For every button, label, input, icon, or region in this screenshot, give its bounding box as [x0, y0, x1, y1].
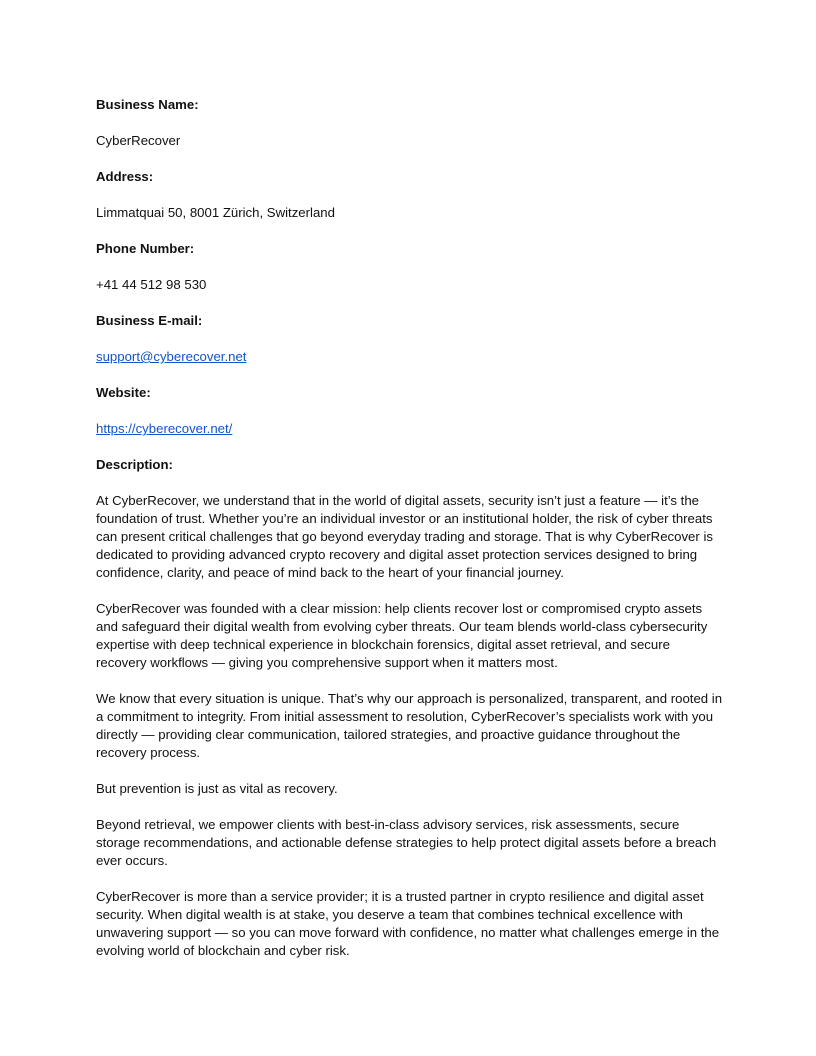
email-value	[96, 348, 724, 366]
document-page	[96, 96, 724, 978]
phone-label: Phone Number:	[96, 241, 195, 256]
website-label: Website:	[96, 385, 151, 400]
email-link[interactable]: support@cyberecover.net	[96, 349, 247, 364]
website-link[interactable]: https://cyberecover.net/	[96, 421, 233, 436]
description-paragraph: We know that every situation is unique. That’s why our approach is personalized, transparent, and rooted in a commitment to integrity. From initial assessment to resolution, CyberRecover’s specialists work with you directly — providing clear communication, tailored strategies, and proactive guidance throughout the recovery process.	[96, 691, 723, 760]
description-label: Description:	[96, 457, 173, 472]
description-paragraph: At CyberRecover, we understand that in the world of digital assets, security isn’t just a feature — it’s the foundation of trust. Whether you’re an individual investor or an institutional holder, the risk of cyber threats can present critical challenges that go beyond everyday trading and storage. That is why CyberRecover is dedicated to providing advanced crypto recovery and digital asset protection services designed to bring confidence, clarity, and peace of mind back to the heart of your financial journey.	[96, 493, 713, 580]
phone-value: +41 44 512 98 530	[96, 277, 207, 292]
description-paragraph: Beyond retrieval, we empower clients with best-in-class advisory services, risk assessments, secure storage recommendations, and actionable defense strategies to help protect digital assets before a breach ever occurs.	[96, 817, 717, 868]
description-paragraph: CyberRecover is more than a service provider; it is a trusted partner in crypto resilience and digital asset security. When digital wealth is at stake, you deserve a team that combines technical excellence with unwavering support — so you can move forward with confidence, no matter what challenges emerge in the evolving world of blockchain and cyber risk.	[96, 889, 720, 958]
description-paragraph: CyberRecover was founded with a clear mission: help clients recover lost or compromised crypto assets and safeguard their digital wealth from evolving cyber threats. Our team blends world-class cybersecurity expertise with deep technical experience in blockchain forensics, digital asset retrieval, and secure recovery workflows — giving you comprehensive support when it matters most.	[96, 601, 708, 670]
email-label: Business E-mail:	[96, 313, 203, 328]
address-label: Address:	[96, 169, 154, 184]
business-name-value: CyberRecover	[96, 133, 181, 148]
description-paragraph: But prevention is just as vital as recovery.	[96, 781, 338, 796]
website-value	[96, 420, 724, 438]
business-name-label: Business Name:	[96, 97, 199, 112]
address-value: Limmatquai 50, 8001 Zürich, Switzerland	[96, 205, 335, 220]
